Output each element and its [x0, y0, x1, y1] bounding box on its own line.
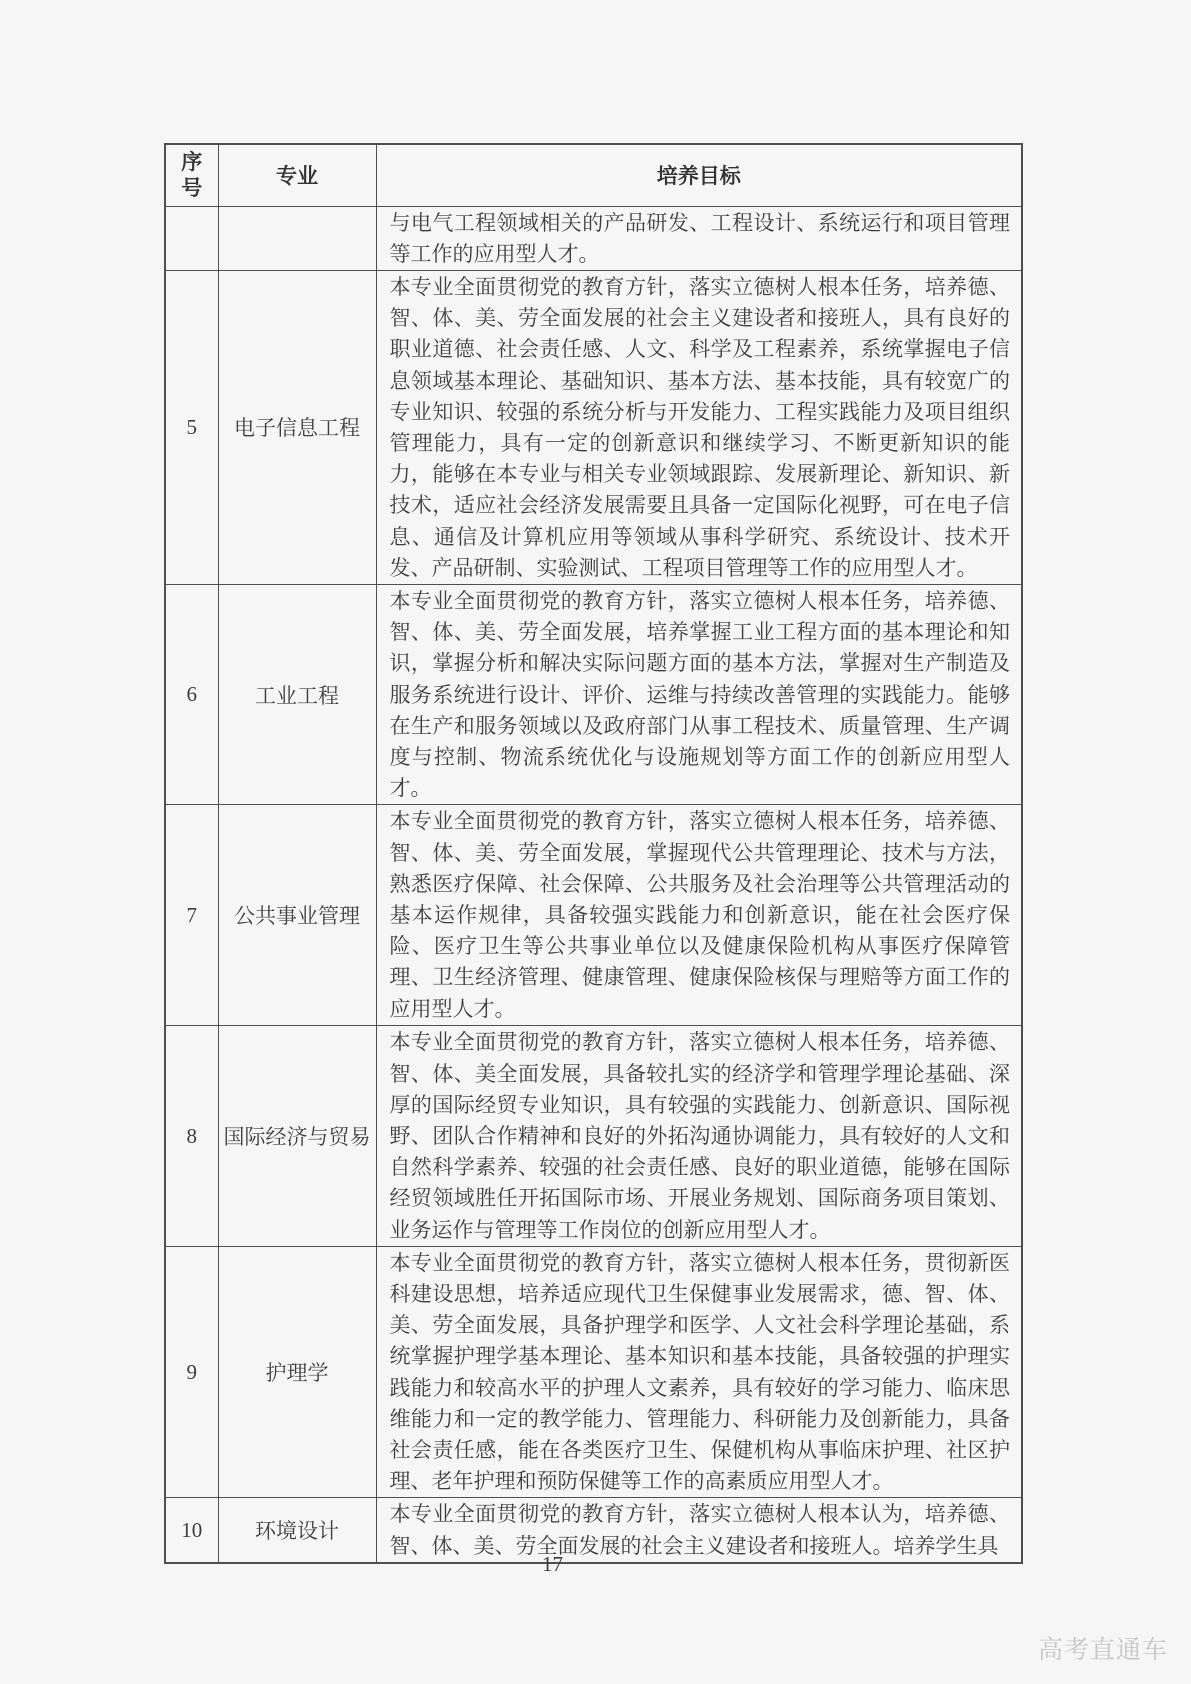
- major-cell: [218, 206, 376, 270]
- major-cell: 电子信息工程: [218, 270, 376, 584]
- objective-cell: 本专业全面贯彻党的教育方针，落实立德树人根本任务，培养德、智、体、美、劳全面发展，培养掌握工业工程方面的基本理论和知识，掌握分析和解决实际问题方面的基本方法，掌握对生产制造及服务系统进行设计、评价、运维与持续改善管理的实践能力。能够在生产和服务领域以及政府部门从事工程技术、质量管理、生产调度与控制、物流系统优化与设施规划等方面工作的创新应用型人才。: [376, 584, 1022, 804]
- objective-cell: 与电气工程领域相关的产品研发、工程设计、系统运行和项目管理等工作的应用型人才。: [376, 206, 1022, 270]
- table-header-row: [165, 144, 1022, 206]
- table-row: [165, 584, 1022, 804]
- page-number: 17: [542, 1552, 563, 1576]
- header-cell-major: 专业: [218, 144, 376, 206]
- objective-cell: 本专业全面贯彻党的教育方针，落实立德树人根本任务，培养德、智、体、美全面发展，具备较扎实的经济学和管理学理论基础、深厚的国际经贸专业知识，具有较强的实践能力、创新意识、国际视野、团队合作精神和良好的外拓沟通协调能力，具有较好的人文和自然科学素养、较强的社会责任感、良好的职业道德，能够在国际经贸领域胜任开拓国际市场、开展业务规划、国际商务项目策划、业务运作与管理等工作岗位的创新应用型人才。: [376, 1026, 1022, 1246]
- objective-cell: 本专业全面贯彻党的教育方针，落实立德树人根本任务，培养德、智、体、美、劳全面发展的社会主义建设者和接班人，具有良好的职业道德、社会责任感、人文、科学及工程素养，系统掌握电子信息领域基本理论、基础知识、基本方法、基本技能，具有较宽广的专业知识、较强的系统分析与开发能力、工程实践能力及项目组织管理能力，具有一定的创新意识和继续学习、不断更新知识的能力，能够在本专业与相关专业领域跟踪、发展新理论、新知识、新技术，适应社会经济发展需要且具备一定国际化视野，可在电子信息、通信及计算机应用等领域从事科学研究、系统设计、技术开发、产品研制、实验测试、工程项目管理等工作的应用型人才。: [376, 270, 1022, 584]
- major-cell: 护理学: [218, 1246, 376, 1498]
- table-row: [165, 1246, 1022, 1498]
- major-cell: 环境设计: [218, 1498, 376, 1563]
- table-row: [165, 1026, 1022, 1246]
- row-number-cell: 8: [165, 1026, 218, 1246]
- majors-table: [164, 143, 1023, 1564]
- header-number-label: 序号: [181, 150, 203, 201]
- row-number-cell: 6: [165, 584, 218, 804]
- header-cell-objective: 培养目标: [376, 144, 1022, 206]
- table-row: [165, 805, 1022, 1026]
- majors-table-container: [164, 143, 1023, 1564]
- objective-cell: 本专业全面贯彻党的教育方针，落实立德树人根本认为，培养德、智、体、美、劳全面发展的社会主义建设者和接班人。培养学生具: [376, 1498, 1022, 1563]
- watermark-text: 高考直通车: [1037, 1636, 1168, 1664]
- row-number-cell: 9: [165, 1246, 218, 1498]
- major-cell: 公共事业管理: [218, 805, 376, 1026]
- header-cell-number: [165, 144, 218, 206]
- row-number-cell: 7: [165, 805, 218, 1026]
- objective-cell: 本专业全面贯彻党的教育方针，落实立德树人根本任务，培养德、智、体、美、劳全面发展，掌握现代公共管理理论、技术与方法，熟悉医疗保障、社会保障、公共服务及社会治理等公共管理活动的基本运作规律，具备较强实践能力和创新意识，能在社会医疗保险、医疗卫生等公共事业单位以及健康保险机构从事医疗保障管理、卫生经济管理、健康管理、健康保险核保与理赔等方面工作的应用型人才。: [376, 805, 1022, 1026]
- objective-cell: 本专业全面贯彻党的教育方针，落实立德树人根本任务，贯彻新医科建设思想，培养适应现代卫生保健事业发展需求，德、智、体、美、劳全面发展，具备护理学和医学、人文社会科学理论基础，系统掌握护理学基本理论、基本知识和基本技能，具备较强的护理实践能力和较高水平的护理人文素养，具有较好的学习能力、临床思维能力和一定的教学能力、管理能力、科研能力及创新能力，具备社会责任感，能在各类医疗卫生、保健机构从事临床护理、社区护理、老年护理和预防保健等工作的高素质应用型人才。: [376, 1246, 1022, 1498]
- table-row: [165, 270, 1022, 584]
- row-number-cell: [165, 206, 218, 270]
- major-cell: 国际经济与贸易: [218, 1026, 376, 1246]
- table-row: [165, 206, 1022, 270]
- major-cell: 工业工程: [218, 584, 376, 804]
- row-number-cell: 5: [165, 270, 218, 584]
- row-number-cell: 10: [165, 1498, 218, 1563]
